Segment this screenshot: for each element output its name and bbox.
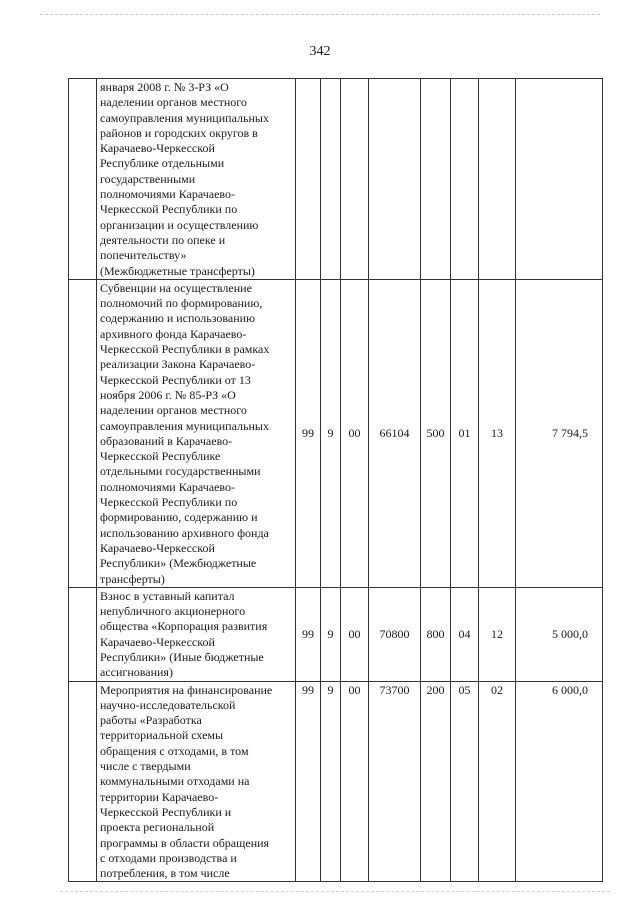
code-cell: 00 xyxy=(341,279,369,587)
code-cell: 9 xyxy=(321,279,341,587)
code-cell: 200 xyxy=(421,681,451,882)
code-cell xyxy=(369,79,421,280)
code-cell xyxy=(341,79,369,280)
code-cell: 99 xyxy=(296,681,321,882)
code-cell xyxy=(321,79,341,280)
blank-cell xyxy=(69,279,97,587)
code-cell xyxy=(479,79,516,280)
code-cell: 05 xyxy=(451,681,479,882)
page-number: 342 xyxy=(309,44,331,59)
code-cell: 04 xyxy=(451,587,479,681)
amount-cell: 7 794,5 xyxy=(516,279,603,587)
code-cell: 00 xyxy=(341,681,369,882)
code-cell: 00 xyxy=(341,587,369,681)
code-cell: 99 xyxy=(296,279,321,587)
row-name: Взнос в уставный капитал непубличного акционерного общества «Корпорация развития Карачаево-Черкесской Республики» (Иные бюджетные ассигнования) xyxy=(97,587,296,681)
amount-cell: 5 000,0 xyxy=(516,587,603,681)
code-cell xyxy=(421,79,451,280)
scan-edge-top xyxy=(40,14,600,16)
code-cell: 800 xyxy=(421,587,451,681)
code-cell: 66104 xyxy=(369,279,421,587)
table-row xyxy=(69,587,603,681)
code-cell: 9 xyxy=(321,587,341,681)
code-cell: 01 xyxy=(451,279,479,587)
code-cell xyxy=(296,79,321,280)
amount-cell xyxy=(516,79,603,280)
scan-edge-bottom xyxy=(60,891,610,893)
blank-cell xyxy=(69,79,97,280)
budget-table xyxy=(68,78,603,882)
code-cell xyxy=(451,79,479,280)
amount-cell: 6 000,0 xyxy=(516,681,603,882)
row-name: Мероприятия на финансирование научно-исследовательской работы «Разработка территориальной схемы обращения с отходами, в том числе с твердыми коммунальными отходами на территории Карачаево- Черкесской Республики и проекта региональной программы в области обращения с отходами производства и потребления, в том числе xyxy=(97,681,296,882)
code-cell: 13 xyxy=(479,279,516,587)
blank-cell xyxy=(69,587,97,681)
row-name: января 2008 г. № 3-РЗ «О наделении органов местного самоуправления муниципальных районов и городских округов в Карачаево-Черкесской Республике отдельными государственными полномочиями Карачаево- Черкесской Республики по организации и осуществлению деятельности по опеке и попечительству» (Межбюджетные трансферты) xyxy=(97,79,296,280)
code-cell: 70800 xyxy=(369,587,421,681)
table-row xyxy=(69,681,603,882)
code-cell: 12 xyxy=(479,587,516,681)
code-cell: 99 xyxy=(296,587,321,681)
code-cell: 9 xyxy=(321,681,341,882)
code-cell: 02 xyxy=(479,681,516,882)
code-cell: 500 xyxy=(421,279,451,587)
blank-cell xyxy=(69,681,97,882)
table-row xyxy=(69,279,603,587)
table-row xyxy=(69,79,603,280)
row-name: Субвенции на осуществление полномочий по формированию, содержанию и использованию архивного фонда Карачаево- Черкесской Республики в рамках реализации Закона Карачаево- Черкесской Республики от 13 ноября 2006 г. № 85-РЗ «О наделении органов местного самоуправления муниципальных образований в Карачаево- Черкесской Республике отдельными государственными полномочиями Карачаево- Черкесской Республики по формированию, содержанию и использованию архивного фонда Карачаево-Черкесской Республики» (Межбюджетные трансферты) xyxy=(97,279,296,587)
code-cell: 73700 xyxy=(369,681,421,882)
